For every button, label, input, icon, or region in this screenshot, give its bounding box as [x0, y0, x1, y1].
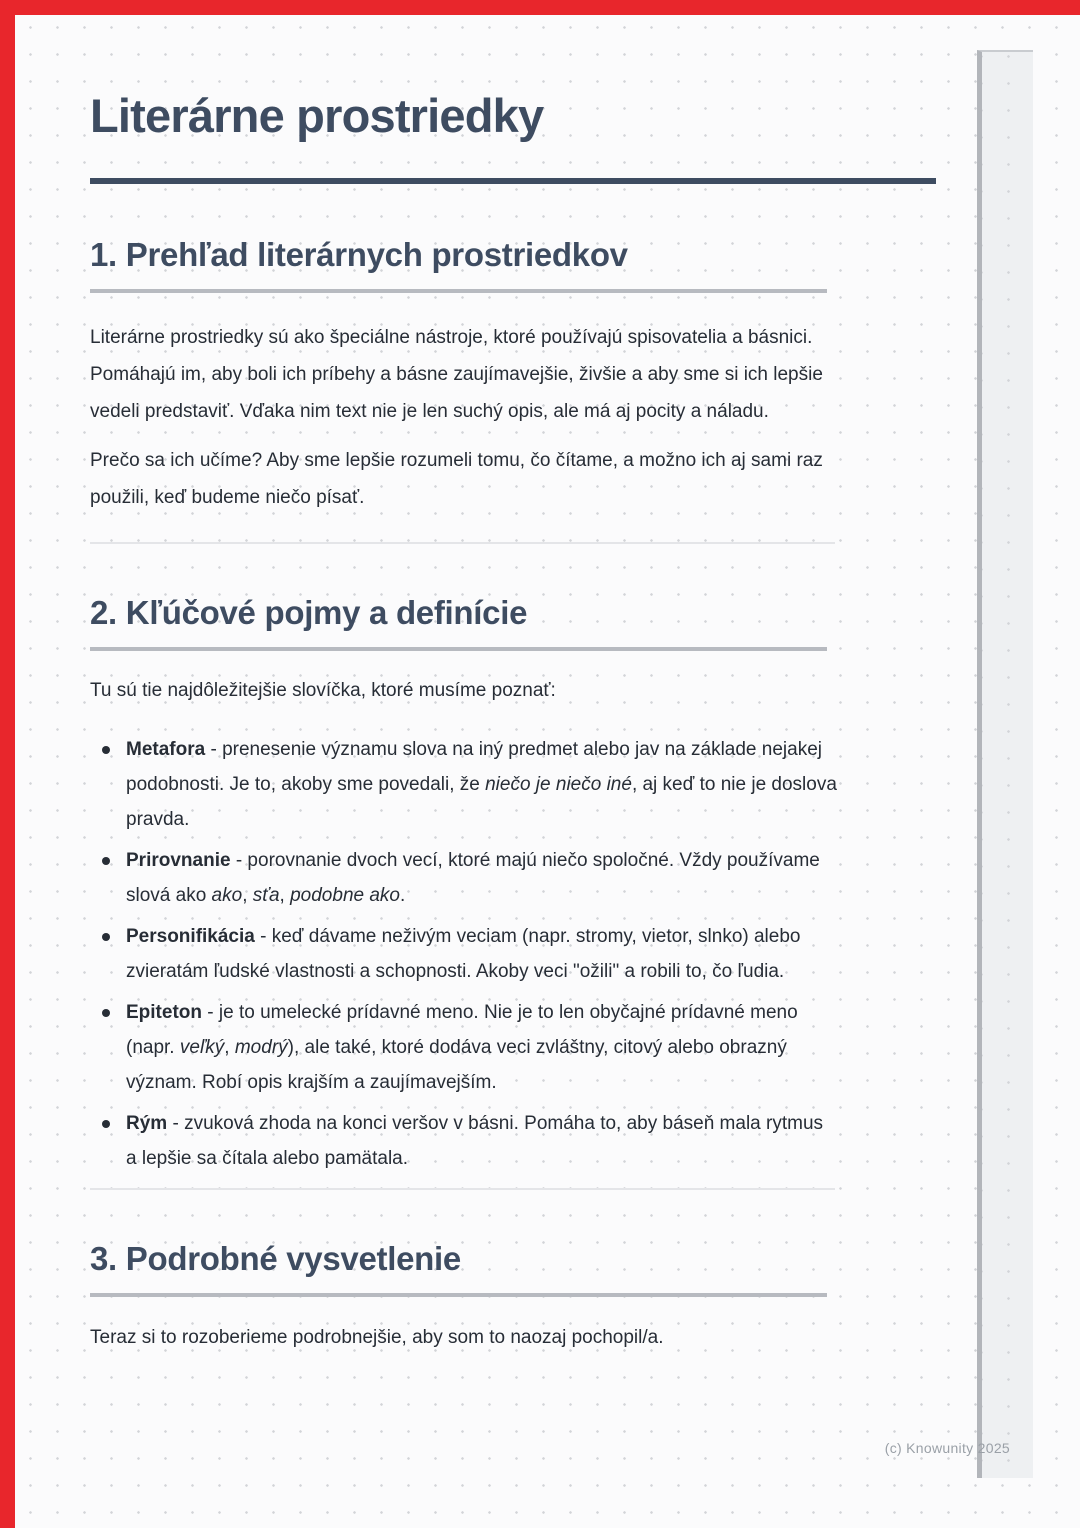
list-item-rym	[90, 1106, 838, 1176]
term-label: Prirovnanie	[126, 850, 231, 871]
term-definition: - prenesenie významu slova na iný predmet alebo jav na základe nejakej podobnosti. Je to, akoby sme povedali, že niečo je niečo iné, aj keď to nie je doslova pravda.	[126, 739, 837, 830]
section-3-paragraph: Teraz si to rozoberieme podrobnejšie, aby som to naozaj pochopil/a.	[90, 1327, 664, 1348]
section-2-underline	[90, 647, 827, 651]
section-3-heading: 3. Podrobné vysvetlenie	[90, 1240, 461, 1277]
list-item-metafora	[90, 732, 838, 837]
term-label: Metafora	[126, 739, 206, 760]
section-divider	[90, 1188, 835, 1190]
section-1-paragraph: Prečo sa ich učíme? Aby sme lepšie rozumeli tomu, čo čítame, a možno ich aj sami raz použili, keď budeme niečo písať.	[90, 450, 823, 508]
list-item-epiteton	[90, 995, 838, 1100]
section-divider	[90, 542, 835, 544]
term-label: Personifikácia	[126, 926, 255, 947]
page-title: Literárne prostriedky	[90, 89, 544, 142]
term-definition: - keď dávame neživým veciam (napr. stromy, vietor, slnko) alebo zvieratám ľudské vlastnosti a schopnosti. Akoby veci "ožili" a robili to, čo ľudia.	[126, 926, 801, 982]
section-2-intro: Tu sú tie najdôležitejšie slovíčka, ktoré musíme poznať:	[90, 680, 556, 701]
term-definition: - zvuková zhoda na konci veršov v básni. Pomáha to, aby báseň mala rytmus a lepšie sa čítala alebo pamätala.	[126, 1113, 824, 1169]
list-item-personifikacia	[90, 919, 838, 989]
definitions-list	[90, 732, 838, 1176]
top-accent-border	[0, 0, 1080, 15]
title-underline	[90, 178, 936, 184]
page-edge-panel	[977, 50, 1033, 1478]
section-1-paragraph: Literárne prostriedky sú ako špeciálne nástroje, ktoré používajú spisovatelia a básnici. Pomáhajú im, aby boli ich príbehy a básne zaujímavejšie, živšie a aby sme si ich lepšie vedeli predstaviť. Vďaka nim text nie je len suchý opis, ale má aj pocity a náladu.	[90, 327, 823, 422]
section-1-heading: 1. Prehľad literárnych prostriedkov	[90, 236, 628, 273]
term-definition: - porovnanie dvoch vecí, ktoré majú niečo spoločné. Vždy používame slová ako ako, sťa, podobne ako.	[126, 850, 820, 906]
term-label: Epiteton	[126, 1002, 202, 1023]
section-3-underline	[90, 1293, 827, 1297]
section-2-heading: 2. Kľúčové pojmy a definície	[90, 594, 528, 631]
section-1-underline	[90, 289, 827, 293]
term-definition: - je to umelecké prídavné meno. Nie je to len obyčajné prídavné meno (napr. veľký, modrý), ale také, ktoré dodáva veci zvláštny, citový alebo obrazný význam. Robí opis krajším a zaujímavejším.	[126, 1002, 798, 1093]
copyright-watermark: (c) Knowunity 2025	[884, 1440, 1010, 1456]
document-content	[90, 88, 838, 1356]
left-accent-border	[0, 0, 15, 1528]
list-item-prirovnanie	[90, 843, 838, 913]
term-label: Rým	[126, 1113, 168, 1134]
